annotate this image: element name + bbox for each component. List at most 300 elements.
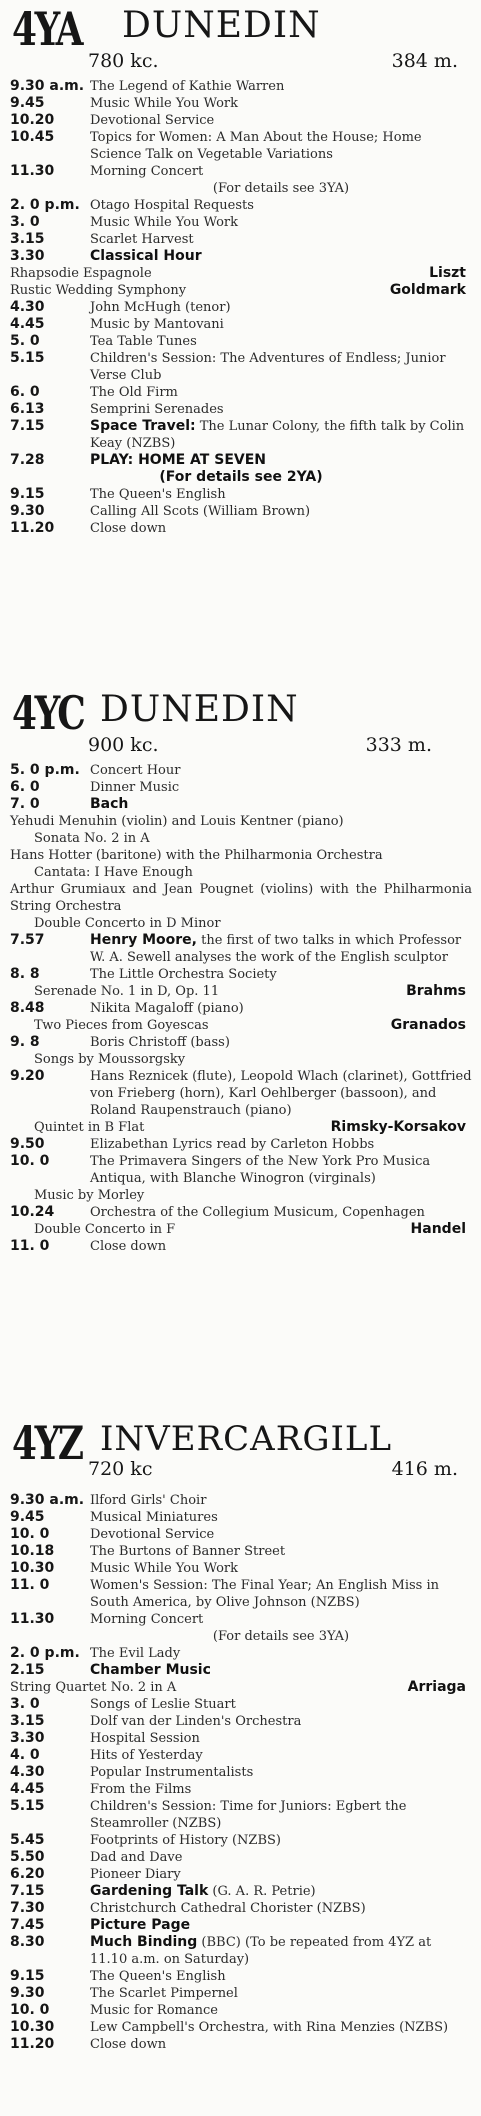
- programme-item: [10, 1985, 472, 2002]
- programme-description: (BBC) (To be repeated from 4YZ at 11.10 a.m. on Saturday): [90, 1935, 432, 1967]
- programme-title: [90, 1509, 472, 1526]
- programme-item: [10, 384, 472, 401]
- programme-title: [90, 1645, 472, 1662]
- programme-text: The Scarlet Pimpernel: [90, 1986, 238, 2001]
- programme-item: [10, 779, 472, 796]
- programme-item: [10, 1730, 472, 1747]
- programme-text: Topics for Women: A Man About the House; Home Science Talk on Vegetable Variations: [90, 130, 422, 162]
- programme-time: 9.15: [10, 486, 45, 502]
- programme-text: Double Concerto in D Minor: [34, 916, 221, 931]
- programme-text: Musical Miniatures: [90, 1510, 218, 1525]
- programme-title: [90, 1696, 472, 1713]
- programme-title: [90, 779, 472, 796]
- programme-time: 10. 0: [10, 2002, 50, 2018]
- programme-text: Hits of Yesterday: [90, 1748, 203, 1763]
- programme-item: [10, 197, 472, 214]
- programme-title: [90, 1034, 472, 1051]
- programme-time: 10. 0: [10, 1526, 50, 1542]
- programme-item: [10, 1764, 472, 1781]
- programme-time: 4.30: [10, 1764, 45, 1780]
- station-4yz: [10, 1414, 472, 2053]
- programme-title: [90, 1849, 472, 1866]
- programme-detail: [10, 1119, 472, 1136]
- programme-text: Nikita Magaloff (piano): [90, 1001, 244, 1016]
- programme-item: [10, 2036, 472, 2053]
- programme-title: [90, 197, 472, 214]
- programme-title: [90, 1985, 472, 2002]
- programme-text: Morning Concert: [90, 164, 204, 179]
- programme-item: [10, 1017, 472, 1034]
- programme-title: [90, 1543, 472, 1560]
- programme-title: [90, 932, 472, 966]
- programme-text: Children's Session: Time for Juniors: Egbert the Steamroller (NZBS): [90, 1799, 407, 1831]
- programme-title: [90, 95, 472, 112]
- programme-time: 11.20: [10, 2036, 55, 2052]
- programme-time: 10.20: [10, 112, 55, 128]
- programme-time: 7.30: [10, 1900, 45, 1916]
- programme-title: [90, 112, 472, 129]
- programme-text: Much Binding: [90, 1934, 198, 1950]
- programme-text: Music While You Work: [90, 1561, 238, 1576]
- programme-time: 11.30: [10, 163, 55, 179]
- programme-title: [90, 1764, 472, 1781]
- programme-time: 9.30: [10, 1985, 45, 2001]
- station-4ya: [10, 0, 472, 537]
- programme-time: 2.15: [10, 1662, 45, 1678]
- programme-text: Cantata: I Have Enough: [34, 865, 193, 880]
- programme-title: [90, 1747, 472, 1764]
- station-header: [10, 1414, 472, 1492]
- programme-title: [90, 1153, 472, 1187]
- programme-item: [10, 1798, 472, 1832]
- programme-text: Yehudi Menuhin (violin) and Louis Kentner (piano): [10, 814, 344, 829]
- programme-text: Hans Reznicek (flute), Leopold Wlach (clarinet), Gottfried von Frieberg (horn), Karl Oehlberger (bassoon), and Roland Raupenstrauch (piano): [90, 1069, 472, 1118]
- programme-item: [10, 864, 472, 881]
- programme-text: Gardening Talk: [90, 1883, 209, 1899]
- programme-time: 11.20: [10, 520, 55, 536]
- programme-note: [90, 1628, 472, 1645]
- programme-title: [90, 503, 472, 520]
- programme-text: Hans Hotter (baritone) with the Philharmonia Orchestra: [10, 848, 383, 863]
- programme-item: [10, 762, 472, 779]
- programme-title: [90, 520, 472, 537]
- programme-text: The Evil Lady: [90, 1646, 181, 1661]
- composer: Handel: [410, 1221, 466, 1237]
- programme-item: [10, 418, 472, 452]
- programme-item: [10, 452, 472, 469]
- call-sign: 4YZ: [12, 1416, 82, 1470]
- programme-item: [10, 520, 472, 537]
- programme-time: 4.45: [10, 316, 45, 332]
- programme-text: String Quartet No. 2 in A: [10, 1680, 177, 1695]
- programme-title: [90, 1781, 472, 1798]
- programme-time: 7.45: [10, 1917, 45, 1933]
- programme-time: 7.28: [10, 452, 45, 468]
- station-city: DUNEDIN: [100, 689, 299, 730]
- programme-text: Hospital Session: [90, 1731, 200, 1746]
- programme-description: the first of two talks in which Professor W. A. Sewell analyses the work of the English sculptor: [90, 933, 462, 965]
- programme-text: The Little Orchestra Society: [90, 967, 277, 982]
- composer: Goldmark: [389, 282, 466, 298]
- programme-text: (For details see 2YA): [159, 469, 323, 485]
- programme-time: 6. 0: [10, 779, 40, 795]
- programme-item: [10, 503, 472, 520]
- programme-text: Bach: [90, 796, 129, 812]
- programme-text: The Burtons of Banner Street: [90, 1544, 286, 1559]
- programme-time: 8. 8: [10, 966, 40, 982]
- programme-text: Tea Table Tunes: [90, 334, 197, 349]
- programme-item: [10, 1000, 472, 1017]
- programme-text: John McHugh (tenor): [90, 300, 231, 315]
- programme-time: 3.15: [10, 231, 45, 247]
- programme-note: [10, 469, 472, 486]
- programme-title: [90, 762, 472, 779]
- programme-time: 7. 0: [10, 796, 40, 812]
- programme-text: PLAY: HOME AT SEVEN: [90, 452, 266, 468]
- programme-item: [10, 1866, 472, 1883]
- programme-text: Close down: [90, 2037, 167, 2052]
- programme-detail: [10, 1679, 472, 1696]
- programme-title: [90, 1866, 472, 1883]
- programme-title: [90, 248, 472, 265]
- programme-title: [90, 350, 472, 384]
- programme-item: [10, 1713, 472, 1730]
- programme-time: 3.30: [10, 248, 45, 264]
- programme-item: [10, 1968, 472, 1985]
- programme-text: Chamber Music: [90, 1662, 211, 1678]
- programme-text: Songs by Moussorgsky: [34, 1052, 186, 1067]
- programme-detail: [10, 983, 472, 1000]
- programme-detail: [10, 282, 472, 299]
- station-header: [10, 684, 472, 762]
- programme-time: 10.30: [10, 1560, 55, 1576]
- programme-item: [10, 282, 472, 299]
- programme-item: [10, 1051, 472, 1068]
- programme-title: [90, 1934, 472, 1968]
- programme-item: [10, 1068, 472, 1119]
- programme-time: 5. 0 p.m.: [10, 762, 80, 778]
- programme-time: 4.45: [10, 1781, 45, 1797]
- programme-title: [90, 1968, 472, 1985]
- programme-title: [90, 401, 472, 418]
- programme-title: [90, 1713, 472, 1730]
- programme-item: [10, 265, 472, 282]
- programme-detail: [10, 1017, 472, 1034]
- programme-time: 9.50: [10, 1136, 45, 1152]
- programme-item: [10, 2019, 472, 2036]
- programme-title: [90, 1204, 472, 1221]
- programme-time: 6.20: [10, 1866, 45, 1882]
- programme-item: [10, 248, 472, 265]
- station-city: INVERCARGILL: [100, 1419, 393, 1459]
- programme-time: 9.30: [10, 503, 45, 519]
- programme-item: [10, 1679, 472, 1696]
- programme-item: [10, 1747, 472, 1764]
- programme-item: [10, 95, 472, 112]
- programme-text: Quintet in B Flat: [34, 1120, 145, 1135]
- programme-time: 6.13: [10, 401, 45, 417]
- programme-detail: [10, 881, 472, 915]
- programme-title: [90, 231, 472, 248]
- programme-time: 10.18: [10, 1543, 55, 1559]
- programme-text: Double Concerto in F: [34, 1222, 176, 1237]
- programme-item: [10, 214, 472, 231]
- programme-text: The Queen's English: [90, 487, 226, 502]
- programme-item: [10, 1509, 472, 1526]
- programme-title: [90, 1611, 472, 1628]
- station-4yc: [10, 684, 472, 1255]
- programme-item: [10, 1034, 472, 1051]
- programme-time: 10.30: [10, 2019, 55, 2035]
- programme-text: Devotional Service: [90, 1527, 215, 1542]
- programme-text: Calling All Scots (William Brown): [90, 504, 311, 519]
- programme-detail: [10, 1051, 472, 1068]
- programme-item: [10, 299, 472, 316]
- programme-item: [10, 1204, 472, 1221]
- programme-title: [90, 384, 472, 401]
- station-wavelength: 384 m.: [391, 50, 458, 72]
- programme-title: [90, 1917, 472, 1934]
- programme-text: Footprints of History (NZBS): [90, 1833, 281, 1848]
- programme-item: [10, 1645, 472, 1662]
- programme-item: [10, 1136, 472, 1153]
- programme-item: [10, 112, 472, 129]
- call-sign: 4YC: [12, 686, 84, 740]
- programme-title: [90, 1730, 472, 1747]
- programme-title: [90, 486, 472, 503]
- programme-detail: [10, 864, 472, 881]
- station-city: DUNEDIN: [122, 5, 321, 46]
- programme-time: 2. 0 p.m.: [10, 197, 80, 213]
- programme-detail: [10, 1221, 472, 1238]
- programme-title: [90, 316, 472, 333]
- programme-item: [10, 796, 472, 813]
- programme-text: Popular Instrumentalists: [90, 1765, 254, 1780]
- programme-detail: [10, 847, 472, 864]
- programme-text: Two Pieces from Goyescas: [34, 1018, 209, 1033]
- programme-title: [90, 1238, 472, 1255]
- programme-title: [90, 1577, 472, 1611]
- composer: Rimsky-Korsakov: [330, 1119, 466, 1135]
- programme-text: Close down: [90, 521, 167, 536]
- programme-text: The Old Firm: [90, 385, 178, 400]
- programme-title: [90, 1798, 472, 1832]
- programme-text: Lew Campbell's Orchestra, with Rina Menzies (NZBS): [90, 2020, 449, 2035]
- programme-text: Morning Concert: [90, 1612, 204, 1627]
- station-frequency: 780 kc.: [88, 50, 159, 72]
- programme-item: [10, 1900, 472, 1917]
- programme-time: 11.30: [10, 1611, 55, 1627]
- programme-item: [10, 1832, 472, 1849]
- programme-item: [10, 1492, 472, 1509]
- programme-item: [10, 1119, 472, 1136]
- programme-description: The Lunar Colony, the fifth talk by Colin Keay (NZBS): [90, 419, 465, 451]
- programme-text: Dad and Dave: [90, 1850, 183, 1865]
- programme-text: Semprini Serenades: [90, 402, 224, 417]
- programme-text: The Primavera Singers of the New York Pro Musica Antiqua, with Blanche Winogron (virginals): [90, 1154, 431, 1186]
- programme-time: 9.45: [10, 95, 45, 111]
- programme-time: 4. 0: [10, 1747, 40, 1763]
- programme-description: (G. A. R. Petrie): [208, 1884, 316, 1899]
- programme-text: Henry Moore,: [90, 932, 197, 948]
- programme-item: [10, 486, 472, 503]
- programme-item: [10, 1153, 472, 1187]
- programme-text: (For details see 3YA): [212, 181, 350, 196]
- programme-text: (For details see 3YA): [212, 1629, 350, 1644]
- programme-title: [90, 1526, 472, 1543]
- programme-text: Devotional Service: [90, 113, 215, 128]
- programme-text: Concert Hour: [90, 763, 181, 778]
- programme-item: [10, 1662, 472, 1679]
- programme-time: 6. 0: [10, 384, 40, 400]
- programme-title: [90, 1000, 472, 1017]
- programme-title: [90, 1900, 472, 1917]
- programme-text: The Queen's English: [90, 1969, 226, 1984]
- programme-title: [90, 1883, 472, 1900]
- programme-title: [90, 2019, 472, 2036]
- programme-time: 5.45: [10, 1832, 45, 1848]
- programme-title: [90, 418, 472, 452]
- programme-time: 10. 0: [10, 1153, 50, 1169]
- programme-text: The Legend of Kathie Warren: [90, 79, 285, 94]
- programme-time: 7.57: [10, 932, 45, 948]
- programme-text: From the Films: [90, 1782, 192, 1797]
- programme-text: Serenade No. 1 in D, Op. 11: [34, 984, 220, 999]
- programme-detail: [10, 813, 472, 830]
- programme-text: Music While You Work: [90, 215, 238, 230]
- programme-text: Orchestra of the Collegium Musicum, Copenhagen: [90, 1205, 425, 1220]
- programme-item: [10, 333, 472, 350]
- programme-item: [10, 983, 472, 1000]
- programme-time: 9.30 a.m.: [10, 1492, 85, 1508]
- programme-text: Space Travel:: [90, 418, 196, 434]
- station-wavelength: 416 m.: [391, 1458, 458, 1480]
- programme-item: [10, 847, 472, 864]
- programme-item: [10, 2002, 472, 2019]
- programme-item: [10, 350, 472, 384]
- programme-item: [10, 1917, 472, 1934]
- station-frequency: 720 kc: [88, 1458, 153, 1480]
- programme-title: [90, 452, 472, 469]
- programme-time: 5.15: [10, 1798, 45, 1814]
- programme-time: 7.15: [10, 1883, 45, 1899]
- programme-title: [90, 1136, 472, 1153]
- programme-text: Boris Christoff (bass): [90, 1035, 230, 1050]
- programme-item: [10, 78, 472, 95]
- programme-title: [90, 1662, 472, 1679]
- programme-time: 5. 0: [10, 333, 40, 349]
- programme-title: [90, 2036, 472, 2053]
- programme-title: [90, 299, 472, 316]
- programme-title: [90, 2002, 472, 2019]
- programme-text: Elizabethan Lyrics read by Carleton Hobbs: [90, 1137, 375, 1152]
- programme-item: [10, 1611, 472, 1628]
- programme-time: 3.15: [10, 1713, 45, 1729]
- programme-time: 7.15: [10, 418, 45, 434]
- programme-item: [10, 129, 472, 163]
- programme-text: Dolf van der Linden's Orchestra: [90, 1714, 302, 1729]
- programme-time: 3.30: [10, 1730, 45, 1746]
- programme-item: [10, 163, 472, 180]
- programme-text: Picture Page: [90, 1917, 191, 1933]
- programme-item: [10, 813, 472, 830]
- programme-item: [10, 1577, 472, 1611]
- programme-title: [90, 1492, 472, 1509]
- programme-item: [10, 881, 472, 915]
- composer: Arriaga: [407, 1679, 466, 1695]
- composer: Granados: [390, 1017, 466, 1033]
- programme-text: Close down: [90, 1239, 167, 1254]
- composer: Liszt: [429, 265, 466, 281]
- programme-time: 3. 0: [10, 1696, 40, 1712]
- programme-time: 5.15: [10, 350, 45, 366]
- programme-time: 10.45: [10, 129, 55, 145]
- programme-text: Rhapsodie Espagnole: [10, 266, 152, 281]
- programme-time: 9.45: [10, 1509, 45, 1525]
- programme-item: [10, 1238, 472, 1255]
- station-frequency: 900 kc.: [88, 734, 159, 756]
- programme-title: [90, 1560, 472, 1577]
- programme-item: [10, 966, 472, 983]
- programme-text: Otago Hospital Requests: [90, 198, 254, 213]
- programme-item: [10, 231, 472, 248]
- programme-text: Ilford Girls' Choir: [90, 1493, 207, 1508]
- programme-text: Women's Session: The Final Year; An English Miss in South America, by Olive Johnson (NZBS): [90, 1578, 440, 1610]
- programme-text: Music for Romance: [90, 2003, 218, 2018]
- programme-time: 9.20: [10, 1068, 45, 1084]
- station-header: [10, 0, 472, 78]
- programme-title: [90, 1068, 472, 1119]
- programme-text: Pioneer Diary: [90, 1867, 181, 1882]
- programme-text: Music by Mantovani: [90, 317, 224, 332]
- programme-item: [10, 1883, 472, 1900]
- programme-time: 4.30: [10, 299, 45, 315]
- programme-item: [10, 1781, 472, 1798]
- programme-time: 8.30: [10, 1934, 45, 1950]
- programme-item: [10, 180, 472, 197]
- programme-detail: [10, 265, 472, 282]
- programme-title: [90, 796, 472, 813]
- programme-time: 9.15: [10, 1968, 45, 1984]
- programme-item: [10, 1628, 472, 1645]
- programme-item: [10, 1696, 472, 1713]
- programme-text: Sonata No. 2 in A: [34, 831, 150, 846]
- programme-time: 2. 0 p.m.: [10, 1645, 80, 1661]
- programme-title: [90, 333, 472, 350]
- programme-title: [90, 78, 472, 95]
- programme-text: Classical Hour: [90, 248, 202, 264]
- programme-text: Children's Session: The Adventures of Endless; Junior Verse Club: [90, 351, 446, 383]
- programme-item: [10, 1187, 472, 1204]
- programme-detail: [10, 915, 472, 932]
- programme-item: [10, 469, 472, 486]
- call-sign: 4YA: [12, 2, 82, 56]
- programme-time: 5.50: [10, 1849, 45, 1865]
- composer: Brahms: [406, 983, 466, 999]
- programme-time: 10.24: [10, 1204, 55, 1220]
- programme-time: 11. 0: [10, 1238, 50, 1254]
- programme-text: Dinner Music: [90, 780, 180, 795]
- programme-item: [10, 1934, 472, 1968]
- programme-title: [90, 163, 472, 180]
- programme-item: [10, 932, 472, 966]
- programme-text: Arthur Grumiaux and Jean Pougnet (violins) with the Philharmonia String Orchestra: [10, 882, 472, 914]
- programme-title: [90, 1832, 472, 1849]
- programme-item: [10, 1543, 472, 1560]
- programme-time: 3. 0: [10, 214, 40, 230]
- programme-item: [10, 1526, 472, 1543]
- programme-time: 9. 8: [10, 1034, 40, 1050]
